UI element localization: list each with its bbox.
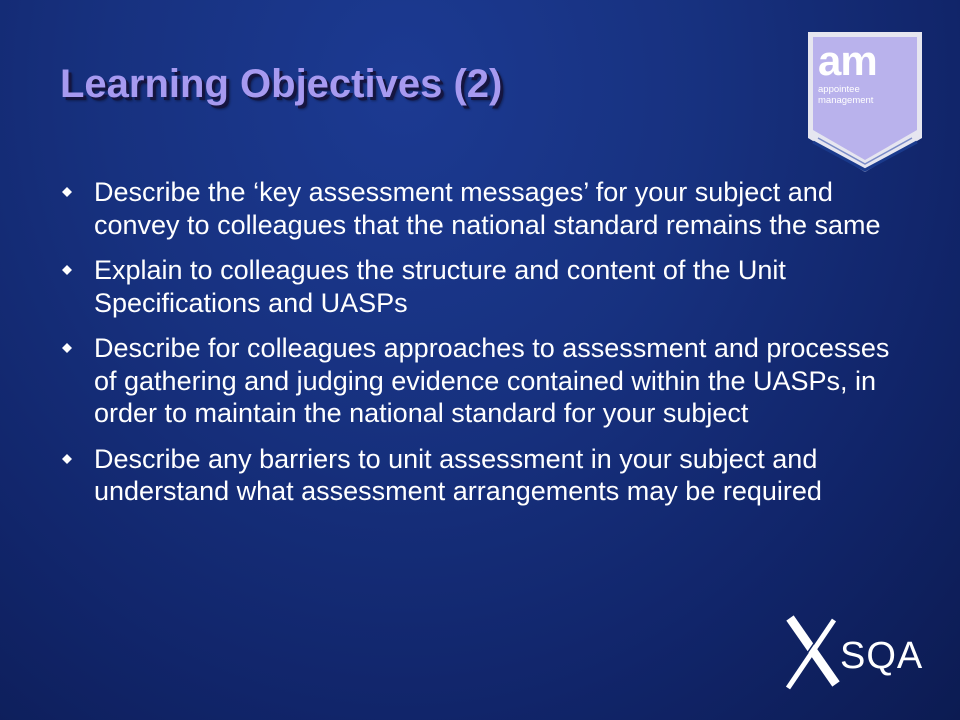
logo-line-management: management bbox=[818, 95, 874, 106]
diamond-bullet-icon bbox=[62, 265, 72, 275]
list-item bbox=[60, 254, 910, 319]
list-item bbox=[60, 176, 910, 241]
bullet-text: Describe the ‘key assessment messages’ for your subject and convey to colleagues that the national standard remains the same bbox=[94, 177, 881, 240]
bullet-text: Describe for colleagues approaches to assessment and processes of gathering and judging evidence contained within the UASPs, in order to maintain the national standard for your subject bbox=[94, 333, 890, 428]
diamond-bullet-icon bbox=[62, 454, 72, 464]
bullet-text: Describe any barriers to unit assessment in your subject and understand what assessment arrangements may be required bbox=[94, 443, 822, 506]
logo-am-mark: am bbox=[818, 37, 877, 84]
bullet-text: Explain to colleagues the structure and content of the Unit Specifications and UASPs bbox=[94, 255, 786, 318]
logo-line-appointee: appointee bbox=[818, 84, 860, 95]
diamond-bullet-icon bbox=[62, 343, 72, 353]
list-item bbox=[60, 332, 910, 430]
sqa-wordmark: SQA bbox=[840, 635, 924, 677]
saltire-x-icon bbox=[784, 614, 842, 692]
list-item bbox=[60, 443, 910, 508]
objectives-list bbox=[60, 176, 910, 521]
diamond-bullet-icon bbox=[62, 187, 72, 197]
logo-am-caption bbox=[818, 84, 914, 106]
slide-title: Learning Objectives (2) bbox=[60, 62, 503, 106]
